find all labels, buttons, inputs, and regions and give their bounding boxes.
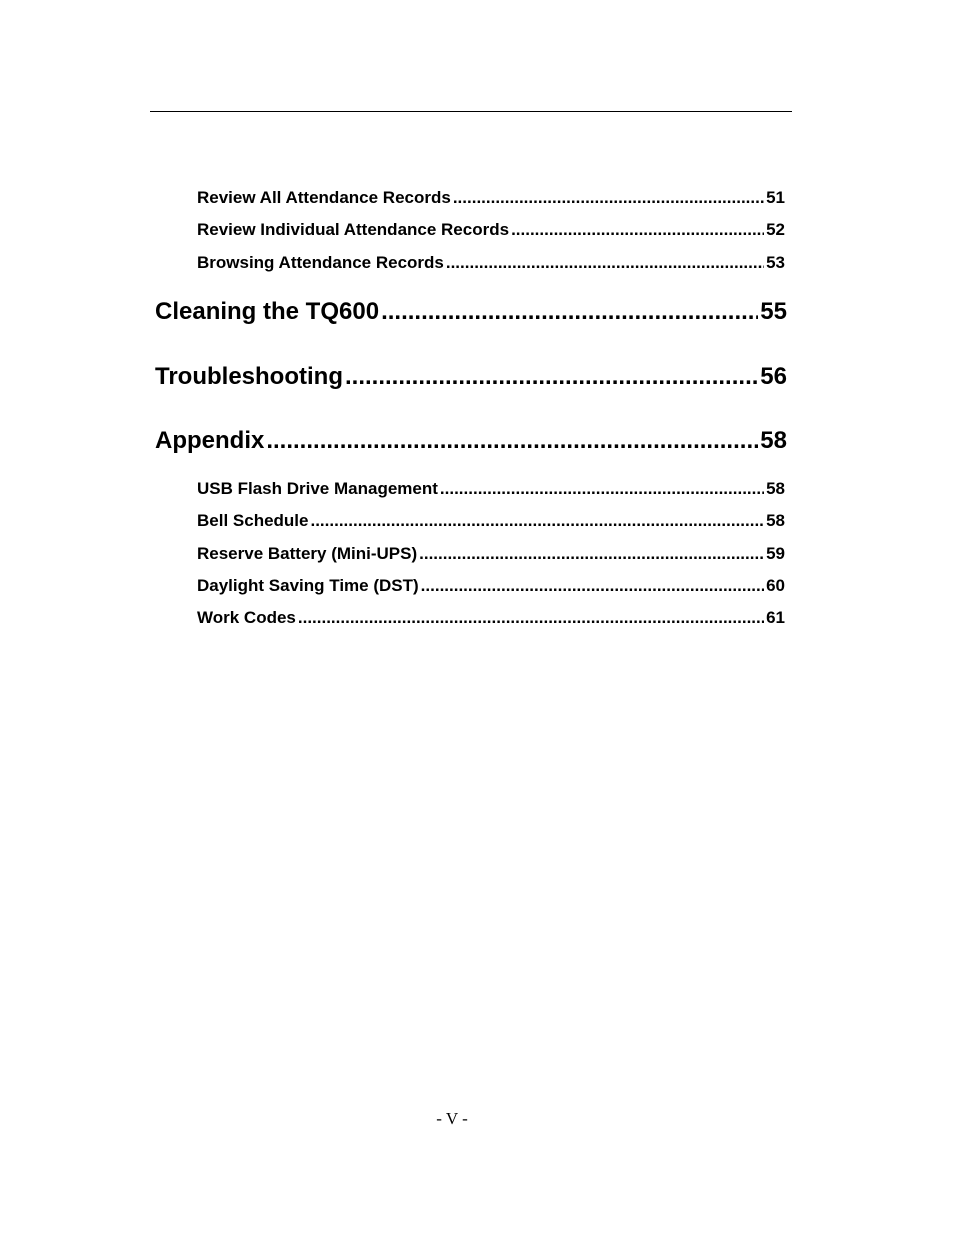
toc-dot-leader: [266, 426, 758, 456]
toc-entry-title: Review All Attendance Records: [197, 188, 451, 207]
toc-entry-title: Cleaning the TQ600: [155, 298, 380, 325]
page-number: - V -: [436, 1109, 468, 1128]
toc-entry-usb-flash-drive-management[interactable]: [197, 478, 785, 500]
toc-entry-title: Reserve Battery (Mini-UPS): [197, 544, 418, 563]
toc-entry-title: Daylight Saving Time (DST): [197, 576, 419, 595]
toc-entry-page: 52: [766, 220, 785, 239]
toc-entry-title: Appendix: [155, 427, 265, 454]
toc-entry-title: Review Individual Attendance Records: [197, 220, 510, 239]
toc-entry-title: Troubleshooting: [155, 363, 343, 390]
toc-dot-leader: [419, 543, 764, 565]
toc-entry-page: 58: [766, 479, 785, 498]
toc-entry-page: 55: [760, 298, 787, 325]
toc-entry-appendix[interactable]: [155, 426, 787, 456]
toc-dot-leader: [511, 219, 764, 241]
toc-entry-cleaning-the-tq600[interactable]: [155, 297, 787, 327]
toc-entry-title: Bell Schedule: [197, 511, 309, 530]
toc-dot-leader: [453, 187, 764, 209]
toc-dot-leader: [310, 510, 764, 532]
toc-entry-page: 60: [766, 576, 785, 595]
toc-entry-title: Work Codes: [197, 608, 296, 627]
toc-entry-title: USB Flash Drive Management: [197, 479, 438, 498]
toc-entry-review-all-attendance-records[interactable]: [197, 187, 785, 209]
toc-entry-troubleshooting[interactable]: [155, 362, 787, 392]
toc-entry-page: 51: [766, 188, 785, 207]
toc-dot-leader: [381, 297, 758, 327]
toc-entry-bell-schedule[interactable]: [197, 510, 785, 532]
toc-entry-page: 58: [766, 511, 785, 530]
toc-entry-work-codes[interactable]: [197, 607, 785, 629]
toc-dot-leader: [446, 252, 764, 274]
toc-entry-title: Browsing Attendance Records: [197, 253, 444, 272]
toc-entry-page: 61: [766, 608, 785, 627]
toc-entry-daylight-saving-time[interactable]: [197, 575, 785, 597]
toc-entry-page: 56: [760, 363, 787, 390]
toc-dot-leader: [298, 607, 764, 629]
toc-dot-leader: [440, 478, 764, 500]
toc-entry-reserve-battery[interactable]: [197, 543, 785, 565]
toc-entry-page: 58: [760, 427, 787, 454]
header-rule: [150, 111, 792, 112]
toc-entry-browsing-attendance-records[interactable]: [197, 252, 785, 274]
toc-entry-review-individual-attendance-records[interactable]: [197, 219, 785, 241]
toc-dot-leader: [421, 575, 764, 597]
toc-dot-leader: [345, 362, 758, 392]
toc-entry-page: 53: [766, 253, 785, 272]
toc-entry-page: 59: [766, 544, 785, 563]
